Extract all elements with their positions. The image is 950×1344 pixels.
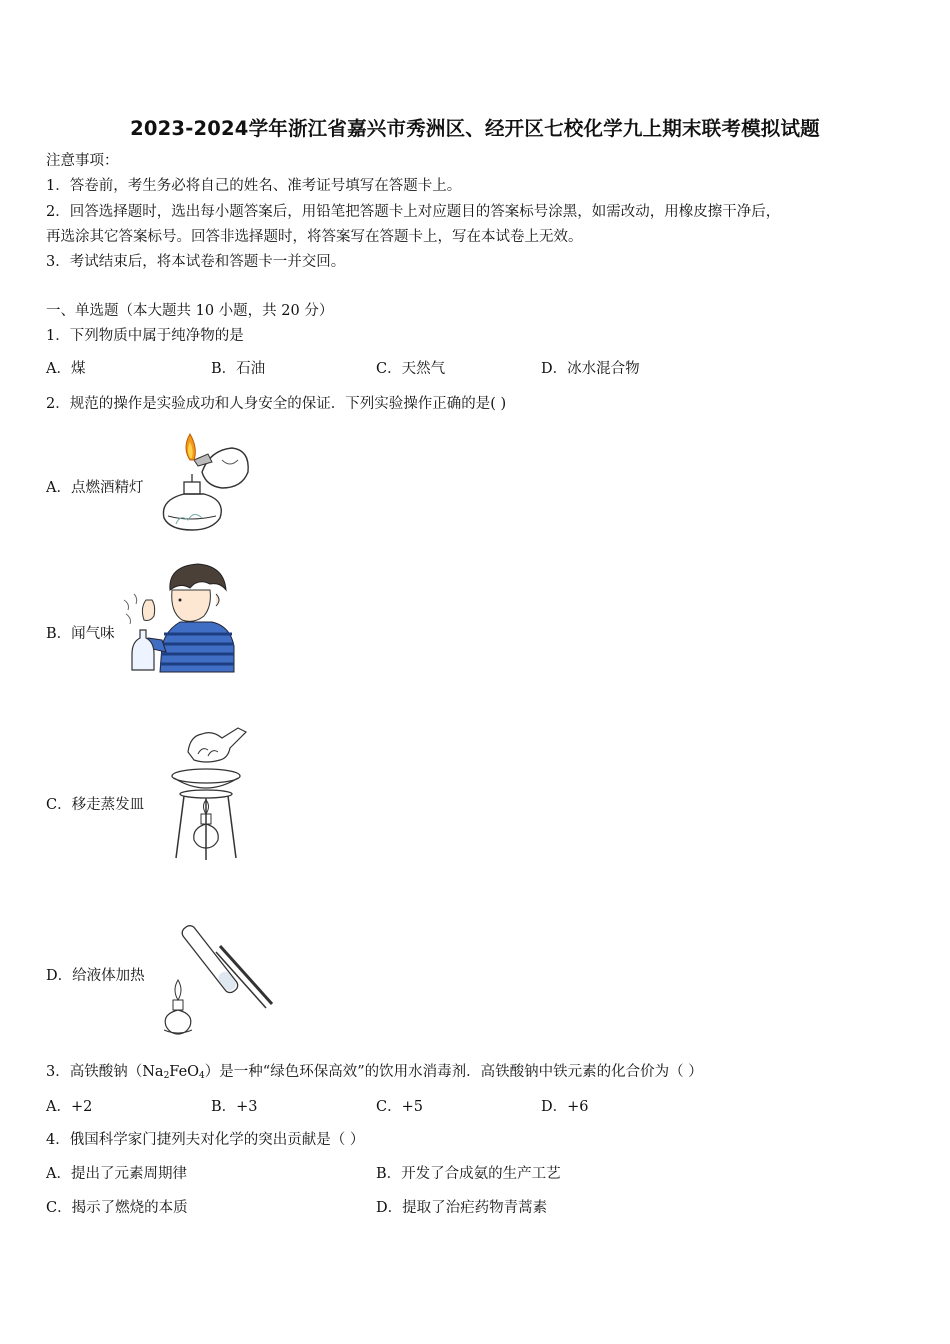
- page-title: 2023-2024学年浙江省嘉兴市秀洲区、经开区七校化学九上期末联考模拟试题: [130, 117, 820, 140]
- notice-item: 3．考试结束后，将本试卷和答题卡一并交回。: [46, 254, 346, 270]
- q2-option-c[interactable]: C．移走蒸发皿: [46, 797, 145, 813]
- q3-option-c[interactable]: C．+5: [376, 1099, 423, 1115]
- smelling-illustration: [120, 560, 240, 678]
- q2-option-b[interactable]: B．闻气味: [46, 626, 115, 642]
- q4-option-d[interactable]: D．提取了治疟药物青蒿素: [376, 1200, 548, 1216]
- q4-option-c[interactable]: C．揭示了燃烧的本质: [46, 1200, 188, 1216]
- notice-item: 再选涂其它答案标号。回答非选择题时，将答案写在答题卡上，写在本试卷上无效。: [46, 229, 583, 245]
- evaporating-dish-illustration: [168, 724, 250, 864]
- q3-option-b[interactable]: B．+3: [211, 1099, 258, 1115]
- question-4-stem: 4．俄国科学家门捷列夫对化学的突出贡献是（ ）: [46, 1132, 365, 1148]
- q4-option-b[interactable]: B．开发了合成氨的生产工艺: [376, 1166, 561, 1182]
- q4-option-a[interactable]: A．提出了元素周期律: [46, 1166, 187, 1182]
- q3-option-d[interactable]: D．+6: [541, 1099, 589, 1115]
- question-1-stem: 1．下列物质中属于纯净物的是: [46, 328, 244, 344]
- q1-option-a[interactable]: A．煤: [46, 361, 86, 377]
- q2-option-d[interactable]: D．给液体加热: [46, 968, 145, 984]
- section-heading: 一、单选题（本大题共 10 小题，共 20 分）: [46, 303, 334, 319]
- q2-option-a[interactable]: A．点燃酒精灯: [46, 480, 144, 496]
- notice-item: 2．回答选择题时，选出每小题答案后，用铅笔把答题卡上对应题目的答案标号涂黑，如需改动，用橡皮擦干净后，: [46, 204, 781, 220]
- q1-option-c[interactable]: C．天然气: [376, 361, 446, 377]
- q3-option-a[interactable]: A．+2: [46, 1099, 93, 1115]
- heating-liquid-illustration: [154, 922, 278, 1038]
- question-2-stem: 2．规范的操作是实验成功和人身安全的保证．下列实验操作正确的是( ): [46, 396, 507, 412]
- alcohol-lamp-illustration: [150, 430, 260, 538]
- question-3-stem: 3．高铁酸钠$(Na_2FeO_4)$是一种“绿色环保高效”的饮用水消毒剂．高铁酸钠中铁元素的化合价为（ ）: [46, 1064, 703, 1081]
- notice-heading: 注意事项：: [46, 153, 119, 169]
- notice-item: 1．答卷前，考生务必将自己的姓名、准考证号填写在答题卡上。: [46, 178, 462, 194]
- q1-option-b[interactable]: B．石油: [211, 361, 266, 377]
- q1-option-d[interactable]: D．冰水混合物: [541, 361, 640, 377]
